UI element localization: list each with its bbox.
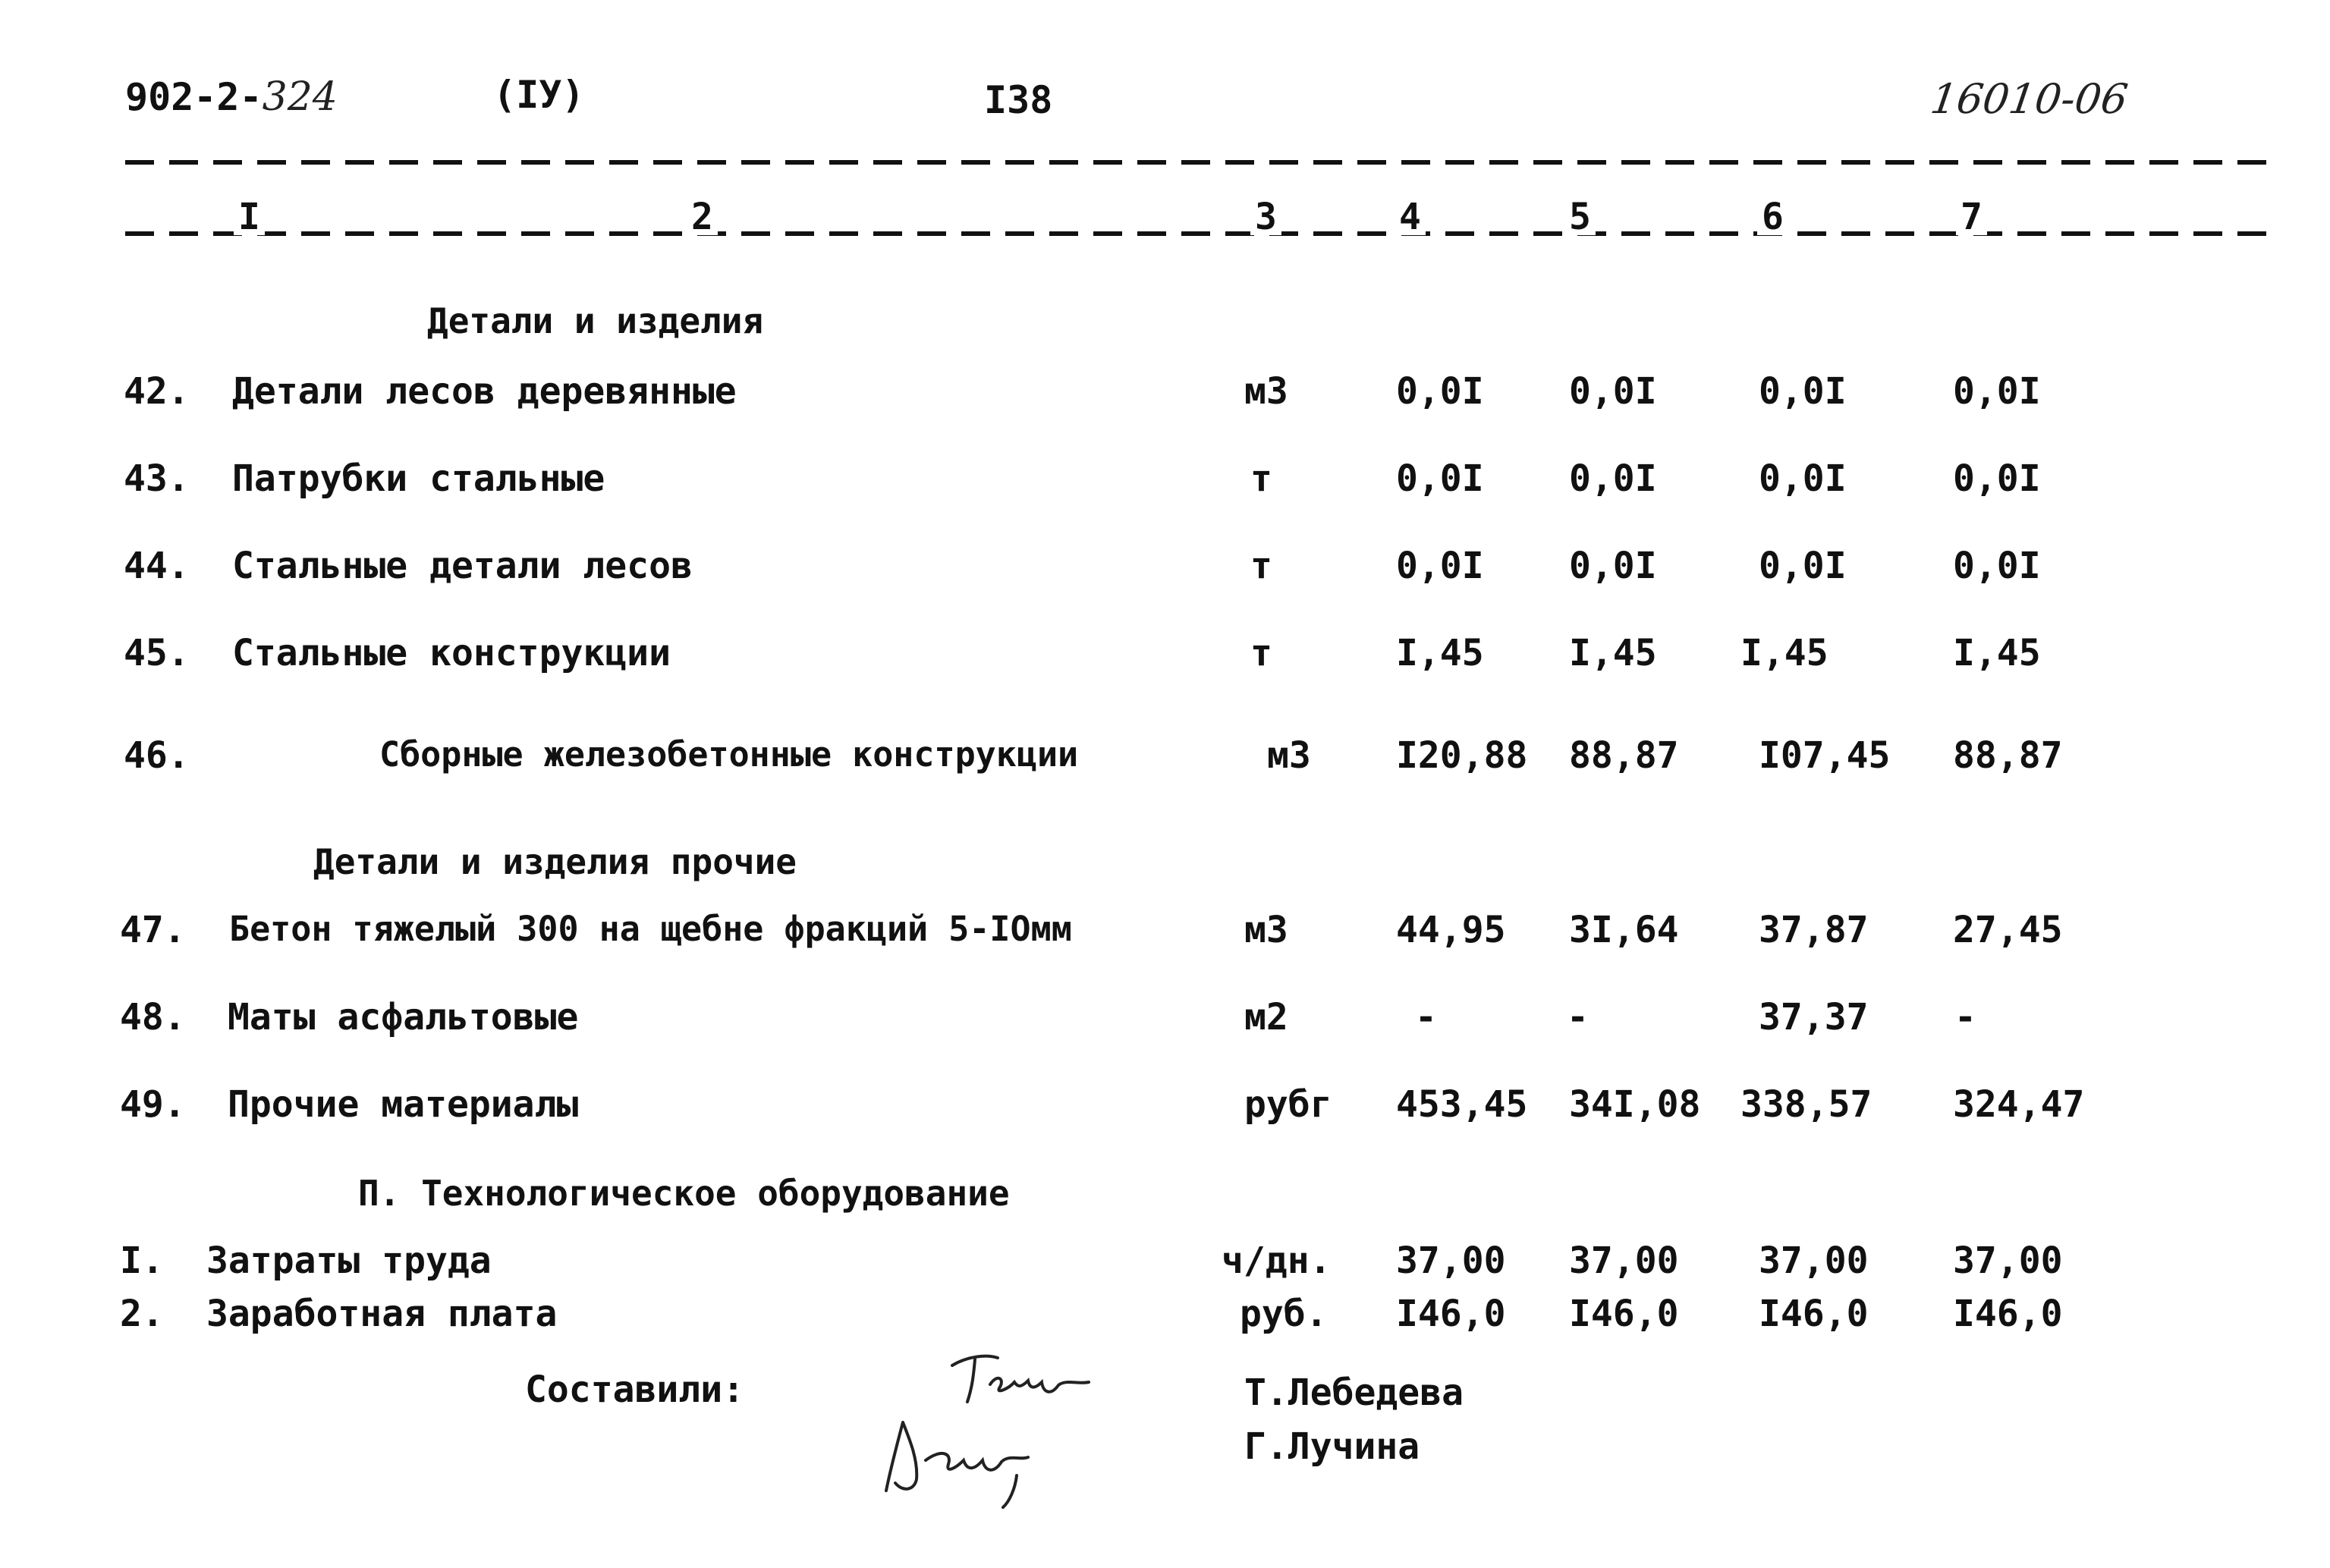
row-col5: 88,87 <box>1569 734 1679 777</box>
handwritten-signature-2 <box>880 1407 1077 1513</box>
document-code-handwritten: 324 <box>262 74 338 120</box>
row-name: Детали лесов деревянные <box>232 370 737 413</box>
row-col5: 0,0I <box>1569 457 1657 500</box>
row-col7: 0,0I <box>1953 545 2041 587</box>
row-col7: 88,87 <box>1953 734 2063 777</box>
row-unit: м3 <box>1244 909 1288 951</box>
column-number-7: 7 <box>1956 199 1987 235</box>
row-col6: 37,87 <box>1759 909 1869 951</box>
signer-name: Т.Лебедева <box>1244 1372 1464 1414</box>
column-number-1: I <box>234 199 265 235</box>
page-number: I38 <box>984 78 1053 122</box>
row-number: 46. <box>124 734 190 777</box>
row-name: Маты асфальтовые <box>228 996 579 1039</box>
row-col6: I07,45 <box>1759 734 1891 777</box>
row-unit: т <box>1250 632 1272 674</box>
row-name: Стальные детали лесов <box>232 545 693 587</box>
header-dashed-rule <box>125 160 2272 165</box>
section-title-details-other: Детали и изделия прочие <box>313 841 797 882</box>
row-number: 45. <box>124 632 190 674</box>
row-col7: I46,0 <box>1953 1293 2063 1335</box>
compiled-by-label: Составили: <box>525 1368 744 1411</box>
row-unit: м3 <box>1244 370 1288 413</box>
row-col6: 0,0I <box>1759 545 1847 587</box>
row-number: 49. <box>120 1083 186 1126</box>
row-unit: рубг <box>1244 1083 1332 1126</box>
row-col5: 3I,64 <box>1569 909 1679 951</box>
column-dashed-rule <box>125 231 2272 237</box>
row-unit: ч/дн. <box>1222 1240 1332 1282</box>
row-name: Стальные конструкции <box>232 632 671 674</box>
row-unit: м2 <box>1244 996 1288 1039</box>
row-col7: 0,0I <box>1953 457 2041 500</box>
row-col4: 0,0I <box>1396 457 1484 500</box>
row-number: 48. <box>120 996 186 1039</box>
row-name: Прочие материалы <box>228 1083 579 1126</box>
row-name: Бетон тяжелый 300 на щебне фракций 5-IOмм <box>229 909 1072 949</box>
row-col7: - <box>1954 996 1976 1039</box>
row-col5: - <box>1567 996 1589 1039</box>
row-col6: I,45 <box>1740 632 1828 674</box>
section-title-tech-equipment: П. Технологическое оборудование <box>358 1173 1010 1214</box>
row-unit: т <box>1250 457 1272 500</box>
row-col5: 34I,08 <box>1569 1083 1701 1126</box>
row-name: Патрубки стальные <box>232 457 605 500</box>
row-col5: 37,00 <box>1569 1240 1679 1282</box>
row-col4: I,45 <box>1396 632 1484 674</box>
row-col7: 37,00 <box>1953 1240 2063 1282</box>
signer-name: Г.Лучина <box>1244 1425 1420 1468</box>
row-col7: I,45 <box>1953 632 2041 674</box>
column-number-5: 5 <box>1564 199 1596 235</box>
row-number: 47. <box>120 909 186 951</box>
row-col5: I,45 <box>1569 632 1657 674</box>
section-title-details: Детали и изделия <box>427 300 764 341</box>
row-name: Сборные железобетонные конструкции <box>379 734 1079 775</box>
row-col4: 0,0I <box>1396 545 1484 587</box>
row-col4: 453,45 <box>1396 1083 1528 1126</box>
row-col4: 37,00 <box>1396 1240 1506 1282</box>
row-unit: м3 <box>1267 734 1311 777</box>
row-number: I. <box>120 1240 164 1282</box>
row-unit: т <box>1250 545 1272 587</box>
row-col7: 0,0I <box>1953 370 2041 413</box>
column-number-4: 4 <box>1395 199 1426 235</box>
row-number: 2. <box>120 1293 164 1335</box>
row-unit: руб. <box>1240 1293 1328 1335</box>
column-number-2: 2 <box>687 199 718 235</box>
row-name: Заработная плата <box>206 1293 558 1335</box>
column-number-3: 3 <box>1250 199 1281 235</box>
row-col6: 0,0I <box>1759 457 1847 500</box>
row-number: 44. <box>124 545 190 587</box>
row-number: 43. <box>124 457 190 500</box>
row-col6: I46,0 <box>1759 1293 1869 1335</box>
row-col7: 27,45 <box>1953 909 2063 951</box>
row-col4: - <box>1415 996 1437 1039</box>
row-col4: 44,95 <box>1396 909 1506 951</box>
row-col6: 0,0I <box>1759 370 1847 413</box>
row-col4: I46,0 <box>1396 1293 1506 1335</box>
archive-number-handwritten: 16010-06 <box>1927 75 2131 123</box>
row-number: 42. <box>124 370 190 413</box>
row-col4: I20,88 <box>1396 734 1528 777</box>
column-number-6: 6 <box>1757 199 1788 235</box>
row-col7: 324,47 <box>1953 1083 2085 1126</box>
row-name: Затраты труда <box>206 1240 492 1282</box>
row-col6: 37,37 <box>1759 996 1869 1039</box>
document-code: 902-2-324 <box>125 74 338 120</box>
row-col4: 0,0I <box>1396 370 1484 413</box>
row-col6: 338,57 <box>1740 1083 1872 1126</box>
row-col6: 37,00 <box>1759 1240 1869 1282</box>
row-col5: I46,0 <box>1569 1293 1679 1335</box>
row-col5: 0,0I <box>1569 370 1657 413</box>
row-col5: 0,0I <box>1569 545 1657 587</box>
volume-label: (IУ) <box>493 73 585 117</box>
